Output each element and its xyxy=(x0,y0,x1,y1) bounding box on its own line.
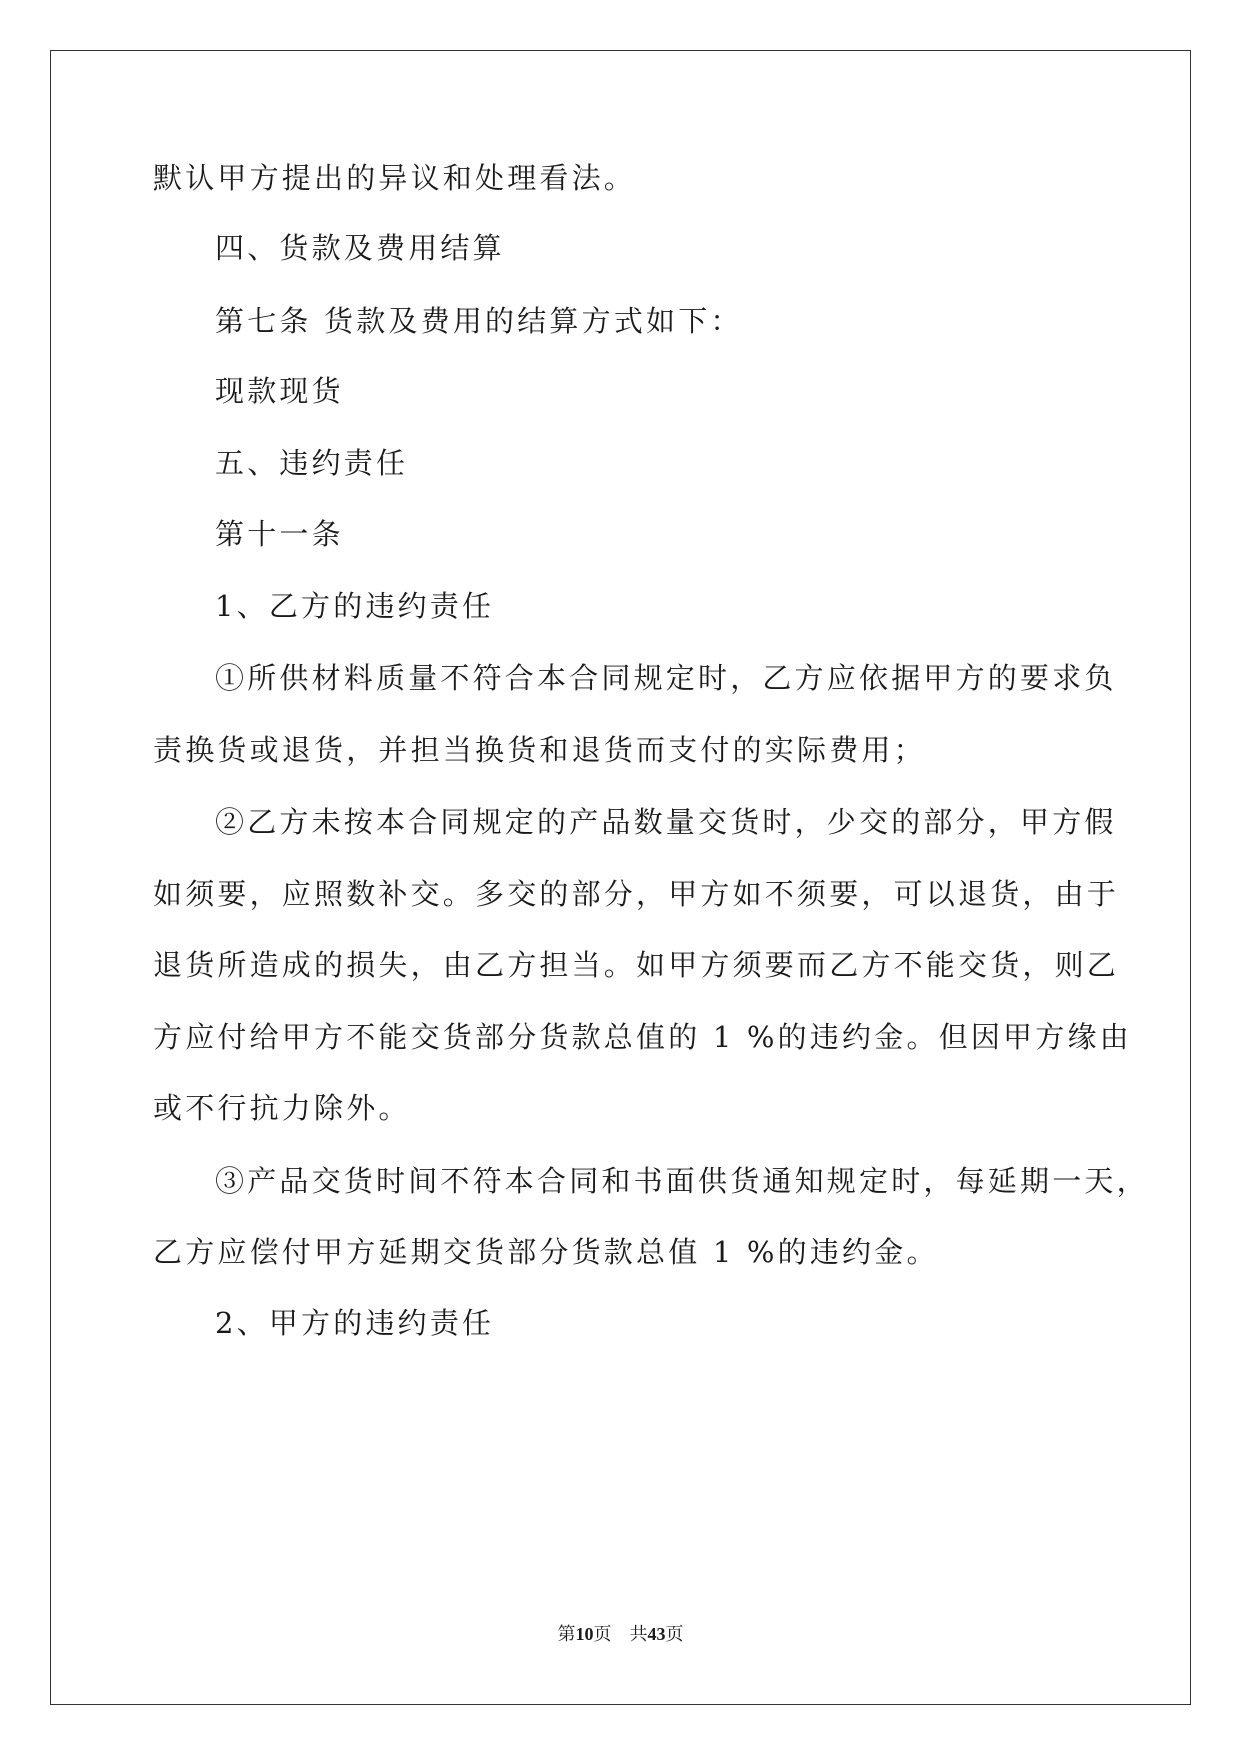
section-heading-liability: 五、违约责任 xyxy=(215,446,409,480)
paragraph-line: 退货所造成的损失，由乙方担当。如甲方须要而乙方不能交货，则乙 xyxy=(153,948,1120,982)
section-heading-payment: 四、货款及费用结算 xyxy=(215,231,505,265)
paragraph-line: 如须要，应照数补交。多交的部分，甲方如不须要，可以退货，由于 xyxy=(153,877,1120,911)
total-page-count: 43 xyxy=(647,1624,666,1644)
page-footer xyxy=(0,1622,1241,1647)
footer-middle: 页 共 xyxy=(593,1624,648,1645)
paragraph-line: 现款现货 xyxy=(215,374,344,408)
paragraph-line: 方应付给甲方不能交货部分货款总值的 1 %的违约金。但因甲方缘由 xyxy=(153,1020,1132,1054)
footer-prefix: 第 xyxy=(557,1624,576,1645)
article-eleven-title: 第十一条 xyxy=(215,517,344,551)
paragraph-line: 乙方应偿付甲方延期交货部分货款总值 1 %的违约金。 xyxy=(153,1235,939,1269)
subsection-heading-party-b: 1、乙方的违约责任 xyxy=(215,589,495,623)
paragraph-line: 或不行抗力除外。 xyxy=(153,1091,411,1125)
paragraph-line: 责换货或退货，并担当换货和退货而支付的实际费用； xyxy=(153,733,926,767)
subsection-heading-party-a: 2、甲方的违约责任 xyxy=(215,1306,495,1340)
current-page-number: 10 xyxy=(575,1624,594,1644)
paragraph-line: ②乙方未按本合同规定的产品数量交货时，少交的部分，甲方假 xyxy=(215,805,1117,839)
article-seven-title: 第七条 货款及费用的结算方式如下： xyxy=(215,304,743,338)
paragraph-line: ①所供材料质量不符合本合同规定时，乙方应依据甲方的要求负 xyxy=(215,661,1117,695)
footer-suffix: 页 xyxy=(665,1624,684,1645)
paragraph-line: ③产品交货时间不符本合同和书面供货通知规定时，每延期一天， xyxy=(215,1164,1149,1198)
paragraph-line: 默认甲方提出的异议和处理看法。 xyxy=(153,161,637,195)
